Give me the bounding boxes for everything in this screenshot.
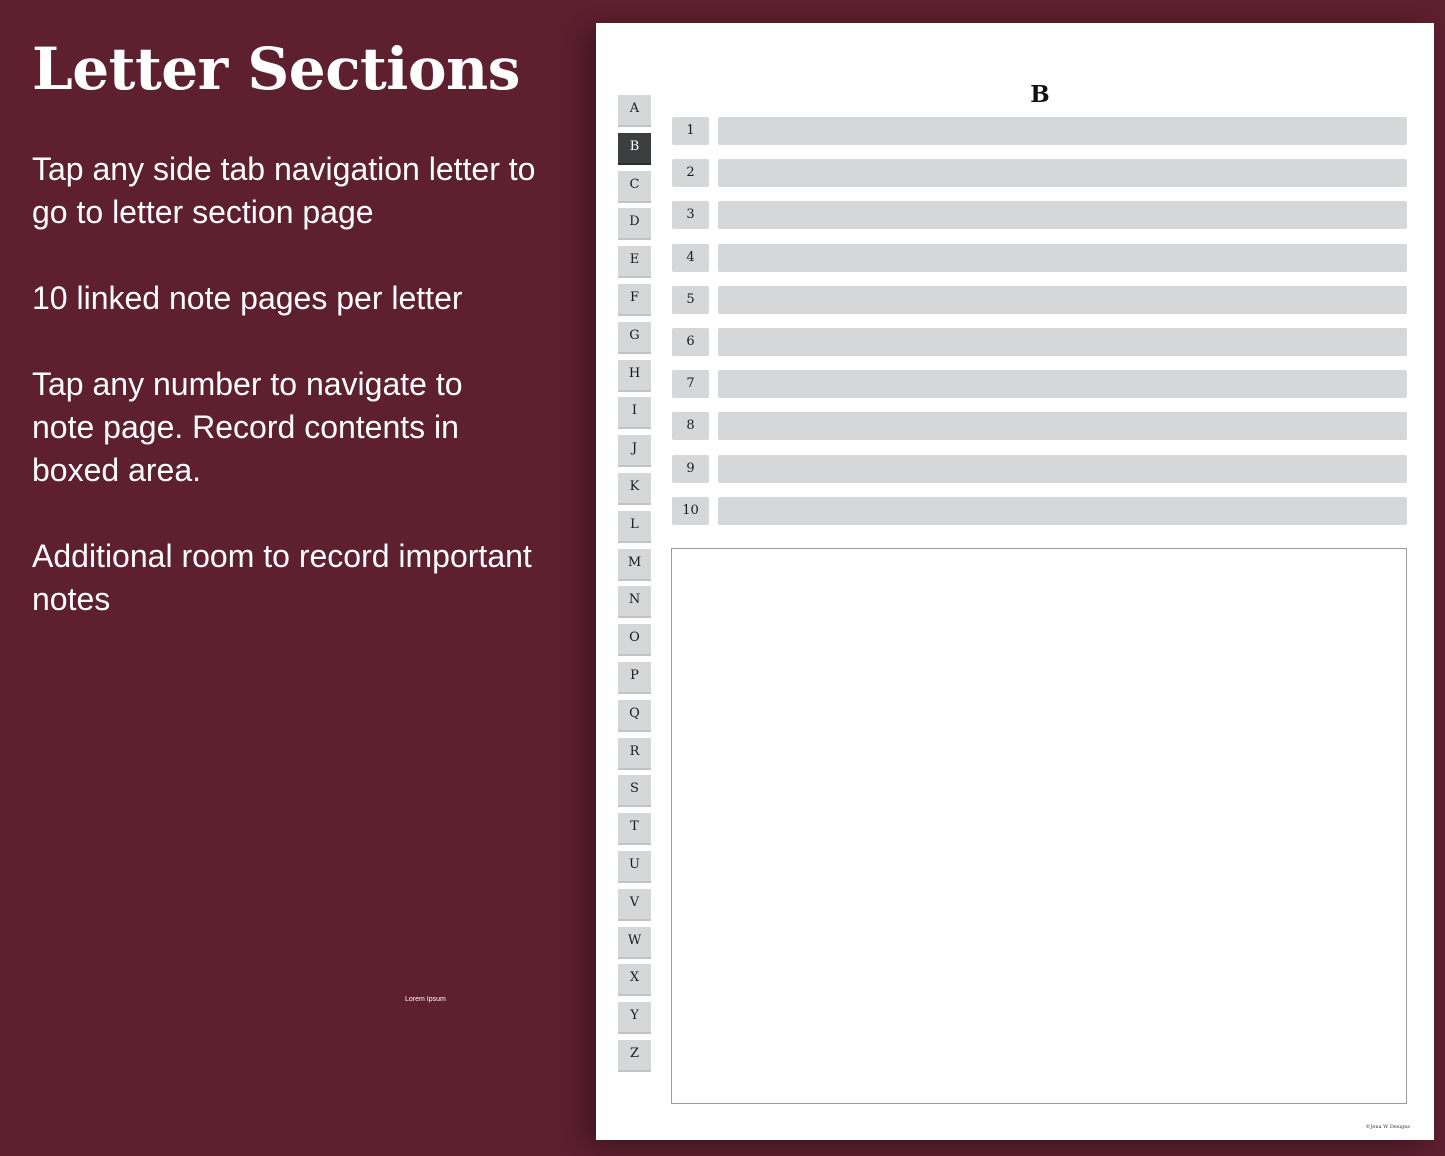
copyright: ©Jena W Designs	[1365, 1124, 1410, 1130]
note-page-number-button[interactable]: 10	[672, 497, 709, 525]
tab-c[interactable]: C	[618, 171, 651, 203]
note-title-field[interactable]	[718, 159, 1407, 187]
tab-k[interactable]: K	[618, 473, 651, 505]
tab-o[interactable]: O	[618, 624, 651, 656]
note-title-field[interactable]	[718, 286, 1407, 314]
tab-f[interactable]: F	[618, 284, 651, 316]
tab-m[interactable]: M	[618, 549, 651, 581]
note-row	[672, 244, 1408, 272]
tab-e[interactable]: E	[618, 246, 651, 278]
note-title-field[interactable]	[718, 244, 1407, 272]
tab-p[interactable]: P	[618, 662, 651, 694]
note-row	[672, 117, 1408, 145]
description-numbers: Tap any number to navigate to note page. Record contents in boxed area.	[32, 366, 463, 488]
note-page-number-button[interactable]: 2	[672, 159, 709, 187]
description-pages: 10 linked note pages per letter	[32, 280, 463, 316]
headline: Letter Sections	[32, 35, 520, 103]
description-tabs: Tap any side tab navigation letter to go to letter section page	[32, 151, 536, 230]
tab-h[interactable]: H	[618, 360, 651, 392]
note-title-field[interactable]	[718, 412, 1407, 440]
tab-t[interactable]: T	[618, 813, 651, 845]
footer-placeholder: Lorem Ipsum	[405, 996, 446, 1003]
notes-box[interactable]	[671, 548, 1407, 1104]
note-row	[672, 159, 1408, 187]
tab-g[interactable]: G	[618, 322, 651, 354]
tab-a[interactable]: A	[618, 95, 651, 127]
tab-v[interactable]: V	[618, 889, 651, 921]
note-title-field[interactable]	[718, 117, 1407, 145]
note-row	[672, 370, 1408, 398]
tab-i[interactable]: I	[618, 397, 651, 429]
page-title: B	[1030, 81, 1050, 108]
tab-z[interactable]: Z	[618, 1040, 651, 1072]
note-page-number-button[interactable]: 4	[672, 244, 709, 272]
planner-page	[596, 23, 1434, 1140]
tab-u[interactable]: U	[618, 851, 651, 883]
note-page-number-button[interactable]: 1	[672, 117, 709, 145]
note-row	[672, 286, 1408, 314]
tab-w[interactable]: W	[618, 927, 651, 959]
tab-d[interactable]: D	[618, 208, 651, 240]
tab-l[interactable]: L	[618, 511, 651, 543]
info-panel	[0, 0, 590, 1156]
note-page-number-button[interactable]: 6	[672, 328, 709, 356]
note-row	[672, 328, 1408, 356]
tab-n[interactable]: N	[618, 586, 651, 618]
tab-r[interactable]: R	[618, 738, 651, 770]
note-page-number-button[interactable]: 7	[672, 370, 709, 398]
tab-s[interactable]: S	[618, 775, 651, 807]
tab-b[interactable]: B	[618, 133, 651, 165]
description-notes: Additional room to record important notes	[32, 538, 532, 617]
note-page-number-button[interactable]: 3	[672, 201, 709, 229]
tab-j[interactable]: J	[618, 435, 651, 467]
note-title-field[interactable]	[718, 455, 1407, 483]
note-title-field[interactable]	[718, 370, 1407, 398]
tab-q[interactable]: Q	[618, 700, 651, 732]
note-page-number-button[interactable]: 8	[672, 412, 709, 440]
note-title-field[interactable]	[718, 497, 1407, 525]
note-title-field[interactable]	[718, 328, 1407, 356]
note-page-number-button[interactable]: 9	[672, 455, 709, 483]
tab-x[interactable]: X	[618, 964, 651, 996]
note-row	[672, 497, 1408, 525]
note-row	[672, 201, 1408, 229]
note-title-field[interactable]	[718, 201, 1407, 229]
note-row	[672, 412, 1408, 440]
note-row	[672, 455, 1408, 483]
tab-y[interactable]: Y	[618, 1002, 651, 1034]
note-page-number-button[interactable]: 5	[672, 286, 709, 314]
